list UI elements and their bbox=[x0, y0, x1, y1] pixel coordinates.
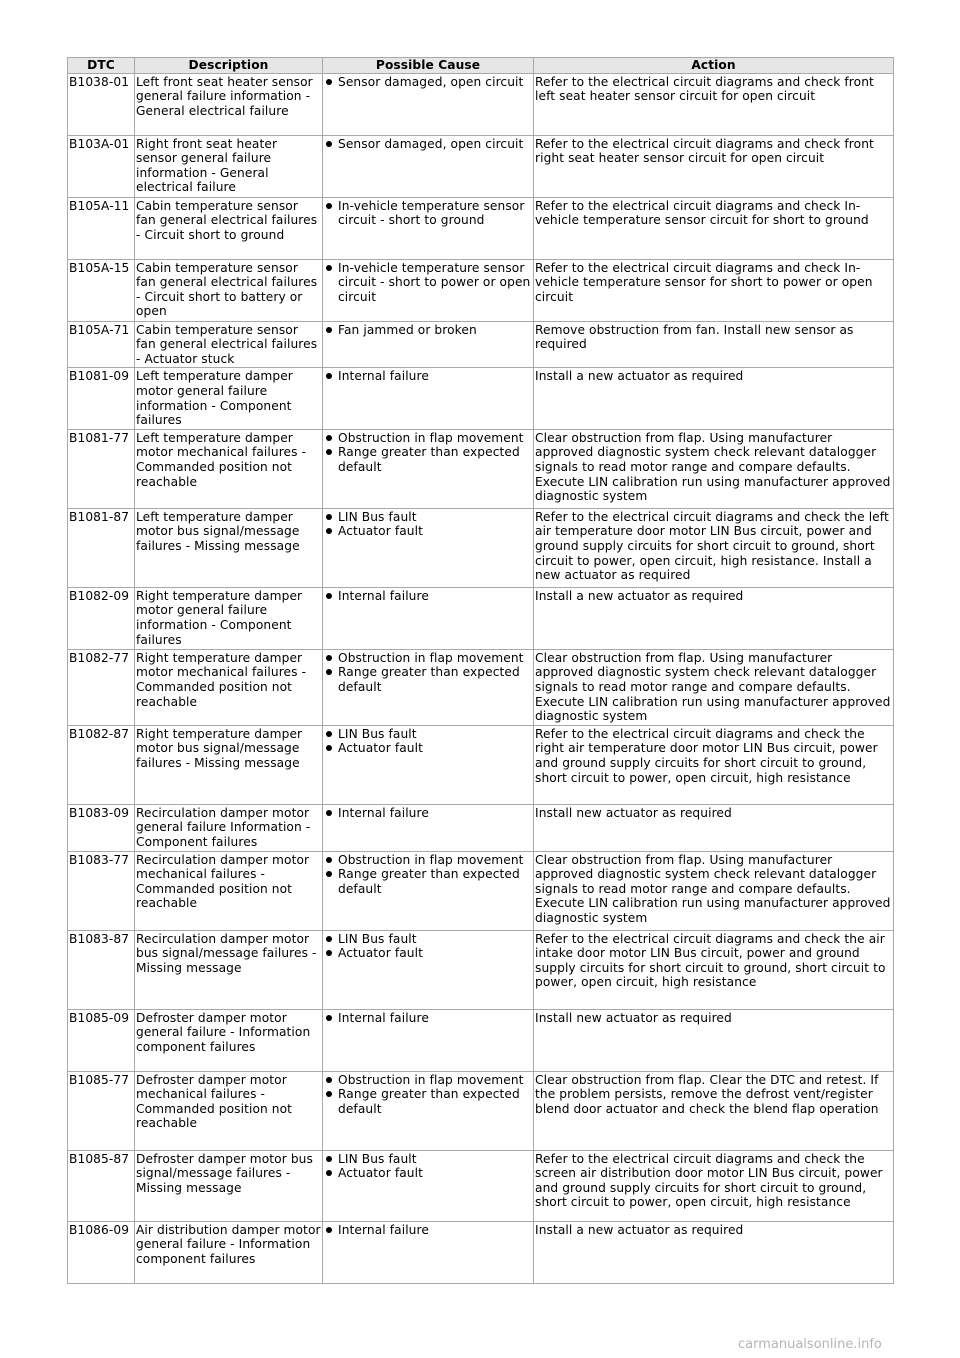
possible-cause-list bbox=[324, 651, 532, 695]
table-row bbox=[68, 429, 894, 508]
dtc-description: Left front seat heater sensor general failure information - General electrical failure bbox=[135, 73, 323, 135]
dtc-description: Cabin temperature sensor fan general electrical failures - Actuator stuck bbox=[135, 321, 323, 368]
dtc-code: B1082-87 bbox=[68, 725, 135, 804]
possible-cause-cell bbox=[323, 930, 534, 1009]
dtc-description: Right temperature damper motor general failure information - Component failures bbox=[135, 587, 323, 649]
dtc-action: Remove obstruction from fan. Install new sensor as required bbox=[534, 321, 894, 368]
dtc-action: Install a new actuator as required bbox=[534, 368, 894, 429]
possible-cause-cell bbox=[323, 368, 534, 429]
possible-cause-item: Range greater than expected default bbox=[338, 1087, 532, 1116]
possible-cause-cell bbox=[323, 725, 534, 804]
possible-cause-list bbox=[324, 261, 532, 305]
dtc-code: B105A-11 bbox=[68, 197, 135, 259]
possible-cause-list bbox=[324, 727, 532, 756]
dtc-description: Right temperature damper motor bus signal/message failures - Missing message bbox=[135, 725, 323, 804]
table-row bbox=[68, 321, 894, 368]
possible-cause-list bbox=[324, 1011, 532, 1026]
dtc-description: Cabin temperature sensor fan general electrical failures - Circuit short to ground bbox=[135, 197, 323, 259]
dtc-action: Install new actuator as required bbox=[534, 1009, 894, 1071]
table-row bbox=[68, 1009, 894, 1071]
possible-cause-cell bbox=[323, 1009, 534, 1071]
dtc-description: Right front seat heater sensor general failure information - General electrical failure bbox=[135, 135, 323, 197]
possible-cause-item: Internal failure bbox=[338, 806, 532, 821]
dtc-code: B1085-09 bbox=[68, 1009, 135, 1071]
possible-cause-cell bbox=[323, 1221, 534, 1283]
possible-cause-list bbox=[324, 1073, 532, 1117]
table-row bbox=[68, 930, 894, 1009]
dtc-description: Left temperature damper motor mechanical failures - Commanded position not reachable bbox=[135, 429, 323, 508]
possible-cause-item: Obstruction in flap movement bbox=[338, 651, 532, 666]
possible-cause-list bbox=[324, 323, 532, 338]
dtc-action: Install a new actuator as required bbox=[534, 1221, 894, 1283]
possible-cause-list bbox=[324, 75, 532, 90]
dtc-action: Refer to the electrical circuit diagrams and check front right seat heater sensor circuit for open circuit bbox=[534, 135, 894, 197]
dtc-action: Refer to the electrical circuit diagrams and check In-vehicle temperature sensor circuit for short to ground bbox=[534, 197, 894, 259]
table-row bbox=[68, 851, 894, 930]
possible-cause-cell bbox=[323, 587, 534, 649]
dtc-description: Recirculation damper motor general failure Information - Component failures bbox=[135, 804, 323, 851]
possible-cause-item: Range greater than expected default bbox=[338, 867, 532, 896]
possible-cause-item: Actuator fault bbox=[338, 524, 532, 539]
possible-cause-item: In-vehicle temperature sensor circuit - short to power or open circuit bbox=[338, 260, 531, 304]
header-action: Action bbox=[534, 58, 894, 74]
possible-cause-cell bbox=[323, 73, 534, 135]
possible-cause-list bbox=[324, 137, 532, 152]
table-row bbox=[68, 73, 894, 135]
table-row bbox=[68, 1071, 894, 1150]
possible-cause-item: Sensor damaged, open circuit bbox=[338, 137, 532, 152]
possible-cause-list bbox=[324, 589, 532, 604]
table-row bbox=[68, 804, 894, 851]
dtc-action: Refer to the electrical circuit diagrams and check the right air temperature door motor LIN Bus circuit, power and ground supply circuits for short circuit to ground, short circuit to power, open circuit, high resistance bbox=[534, 725, 894, 804]
dtc-code: B1081-77 bbox=[68, 429, 135, 508]
possible-cause-list bbox=[324, 510, 532, 539]
possible-cause-item: In-vehicle temperature sensor circuit - short to ground bbox=[338, 199, 532, 228]
possible-cause-item: LIN Bus fault bbox=[338, 932, 532, 947]
dtc-action: Clear obstruction from flap. Clear the DTC and retest. If the problem persists, remove the defrost vent/register blend door actuator and check the blend flap operation bbox=[534, 1071, 894, 1150]
possible-cause-list bbox=[324, 199, 532, 228]
possible-cause-item: Range greater than expected default bbox=[338, 445, 532, 474]
possible-cause-item: Sensor damaged, open circuit bbox=[338, 75, 532, 90]
dtc-code: B105A-71 bbox=[68, 321, 135, 368]
dtc-description: Recirculation damper motor mechanical failures - Commanded position not reachable bbox=[135, 851, 323, 930]
dtc-code: B103A-01 bbox=[68, 135, 135, 197]
dtc-description: Defroster damper motor general failure - Information component failures bbox=[135, 1009, 323, 1071]
possible-cause-item: Range greater than expected default bbox=[338, 665, 532, 694]
possible-cause-list bbox=[324, 806, 532, 821]
table-row bbox=[68, 135, 894, 197]
possible-cause-item: LIN Bus fault bbox=[338, 1152, 532, 1167]
table-header-row bbox=[68, 58, 894, 74]
table-row bbox=[68, 587, 894, 649]
dtc-code: B1081-09 bbox=[68, 368, 135, 429]
dtc-code: B1085-77 bbox=[68, 1071, 135, 1150]
possible-cause-list bbox=[324, 369, 532, 384]
possible-cause-item: Actuator fault bbox=[338, 741, 532, 756]
dtc-action: Refer to the electrical circuit diagrams and check the left air temperature door motor LIN Bus circuit, power and ground supply circuits for short circuit to ground, short circuit to power, open circuit, high resistance. Install a new actuator as required bbox=[534, 508, 894, 587]
possible-cause-cell bbox=[323, 1071, 534, 1150]
possible-cause-cell bbox=[323, 259, 534, 321]
dtc-code: B1082-77 bbox=[68, 649, 135, 725]
possible-cause-cell bbox=[323, 649, 534, 725]
table-row bbox=[68, 725, 894, 804]
dtc-action: Clear obstruction from flap. Using manufacturer approved diagnostic system check relevant datalogger signals to read motor range and compare defaults. Execute LIN calibration run using manufacturer approved diagnostic system bbox=[534, 429, 894, 508]
dtc-description: Left temperature damper motor general failure information - Component failures bbox=[135, 368, 323, 429]
header-possible-cause: Possible Cause bbox=[323, 58, 534, 74]
dtc-code: B1083-87 bbox=[68, 930, 135, 1009]
dtc-code: B1083-09 bbox=[68, 804, 135, 851]
possible-cause-list bbox=[324, 431, 532, 475]
dtc-action: Refer to the electrical circuit diagrams and check the screen air distribution door motor LIN Bus circuit, power and ground supply circuits for short circuit to ground, short circuit to power, open circuit, high resistance bbox=[534, 1150, 894, 1221]
dtc-code: B1082-09 bbox=[68, 587, 135, 649]
dtc-description: Defroster damper motor mechanical failures - Commanded position not reachable bbox=[135, 1071, 323, 1150]
possible-cause-item: Fan jammed or broken bbox=[338, 323, 532, 338]
possible-cause-item: Obstruction in flap movement bbox=[338, 1073, 532, 1088]
dtc-description: Air distribution damper motor general failure - Information component failures bbox=[135, 1221, 323, 1283]
possible-cause-item: LIN Bus fault bbox=[338, 727, 532, 742]
possible-cause-cell bbox=[323, 804, 534, 851]
possible-cause-cell bbox=[323, 429, 534, 508]
dtc-code: B1038-01 bbox=[68, 73, 135, 135]
dtc-action: Install new actuator as required bbox=[534, 804, 894, 851]
possible-cause-cell bbox=[323, 321, 534, 368]
table-row bbox=[68, 1221, 894, 1283]
dtc-description: Right temperature damper motor mechanical failures - Commanded position not reachable bbox=[135, 649, 323, 725]
possible-cause-cell bbox=[323, 1150, 534, 1221]
possible-cause-cell bbox=[323, 508, 534, 587]
dtc-action: Refer to the electrical circuit diagrams and check front left seat heater sensor circuit for open circuit bbox=[534, 73, 894, 135]
possible-cause-item: Actuator fault bbox=[338, 1166, 532, 1181]
table-row bbox=[68, 649, 894, 725]
possible-cause-item: LIN Bus fault bbox=[338, 510, 532, 525]
table-row bbox=[68, 368, 894, 429]
dtc-action: Install a new actuator as required bbox=[534, 587, 894, 649]
possible-cause-cell bbox=[323, 851, 534, 930]
table-body bbox=[68, 73, 894, 1283]
possible-cause-list bbox=[324, 853, 532, 897]
dtc-code: B1086-09 bbox=[68, 1221, 135, 1283]
possible-cause-list bbox=[324, 1223, 532, 1238]
dtc-description: Defroster damper motor bus signal/message failures - Missing message bbox=[135, 1150, 323, 1221]
dtc-action: Clear obstruction from flap. Using manufacturer approved diagnostic system check relevant datalogger signals to read motor range and compare defaults. Execute LIN calibration run using manufacturer approved diagnostic system bbox=[534, 649, 894, 725]
dtc-description: Recirculation damper motor bus signal/message failures - Missing message bbox=[135, 930, 323, 1009]
possible-cause-item: Obstruction in flap movement bbox=[338, 431, 532, 446]
possible-cause-list bbox=[324, 1152, 532, 1181]
possible-cause-item: Internal failure bbox=[338, 1011, 532, 1026]
dtc-code: B1083-77 bbox=[68, 851, 135, 930]
dtc-code: B105A-15 bbox=[68, 259, 135, 321]
dtc-description: Cabin temperature sensor fan general electrical failures - Circuit short to battery or open bbox=[135, 259, 323, 321]
dtc-code: B1085-87 bbox=[68, 1150, 135, 1221]
possible-cause-item: Actuator fault bbox=[338, 946, 532, 961]
table-row bbox=[68, 1150, 894, 1221]
dtc-action: Refer to the electrical circuit diagrams and check In-vehicle temperature sensor for short to power or open circuit bbox=[534, 259, 894, 321]
watermark: carmanualsonline.info bbox=[738, 1337, 882, 1352]
dtc-action: Refer to the electrical circuit diagrams and check the air intake door motor LIN Bus circuit, power and ground supply circuits for short circuit to ground, short circuit to power, open circuit, high resistance bbox=[534, 930, 894, 1009]
dtc-code: B1081-87 bbox=[68, 508, 135, 587]
possible-cause-cell bbox=[323, 135, 534, 197]
table-row bbox=[68, 197, 894, 259]
dtc-description: Left temperature damper motor bus signal/message failures - Missing message bbox=[135, 508, 323, 587]
possible-cause-item: Internal failure bbox=[338, 1223, 532, 1238]
possible-cause-item: Internal failure bbox=[338, 369, 532, 384]
table-row bbox=[68, 508, 894, 587]
possible-cause-item: Obstruction in flap movement bbox=[338, 853, 532, 868]
header-description: Description bbox=[135, 58, 323, 74]
possible-cause-cell bbox=[323, 197, 534, 259]
table-row bbox=[68, 259, 894, 321]
possible-cause-list bbox=[324, 932, 532, 961]
possible-cause-item: Internal failure bbox=[338, 589, 532, 604]
header-dtc: DTC bbox=[68, 58, 135, 74]
dtc-action: Clear obstruction from flap. Using manufacturer approved diagnostic system check relevant datalogger signals to read motor range and compare defaults. Execute LIN calibration run using manufacturer approved diagnostic system bbox=[534, 851, 894, 930]
dtc-table bbox=[67, 57, 894, 1284]
